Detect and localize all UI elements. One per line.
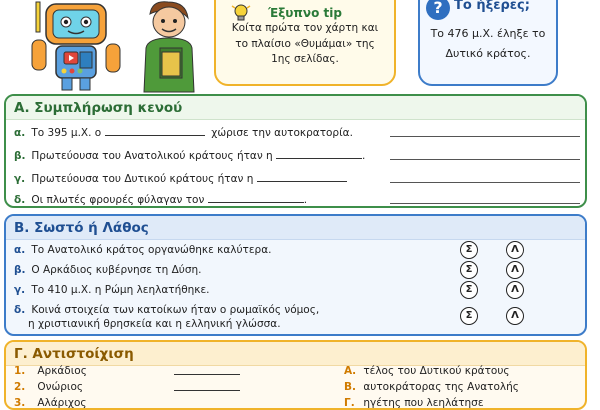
answer-line[interactable] [390,159,580,160]
item-text: Το 395 μ.Χ. ο [31,127,102,139]
item-label: Α. [344,365,357,377]
false-option[interactable]: Λ [506,241,524,259]
item-text: Αλάριχος [37,397,87,409]
item-text: Ονώριος [37,381,84,393]
item-label: 1. [14,365,26,377]
section-true-false [4,214,587,336]
robot-illustration [26,0,126,90]
tip-text: Κοίτα πρώτα τον χάρτη και το πλαίσιο «Θυμάμαι» της 1ης σελίδας. [231,22,379,65]
tip-title: Έξυπνο tip [268,6,342,20]
blank-field[interactable] [208,192,304,203]
item-text: Ο Αρκάδιος κυβέρνησε τη Δύση. [31,264,202,276]
item-text: ηγέτης που λεηλάτησε [363,397,484,409]
item-label: δ. [14,194,26,206]
item-text: η χριστιανική θρησκεία και η ελληνική γλώσσα. [28,318,281,330]
match-left-item [14,380,83,394]
match-right-item [344,380,519,394]
tip-box [214,0,396,86]
item-label: Β. [344,381,356,393]
match-right-item [344,364,510,378]
item-label: β. [14,264,26,276]
item-text: Πρωτεύουσα του Ανατολικού κράτους ήταν η [31,150,273,162]
match-answer-line[interactable] [174,374,240,375]
section-matching [4,340,587,410]
item-label: β. [14,150,26,162]
item-text: Πρωτεύουσα του Δυτικού κράτους ήταν η [31,173,254,185]
answer-line[interactable] [390,136,580,137]
blank-field[interactable] [276,148,362,159]
list-item [14,243,271,257]
answer-line[interactable] [390,182,580,183]
match-left-item [14,364,87,378]
item-label: 2. [14,381,26,393]
true-option[interactable]: Σ [460,241,478,259]
match-right-item [344,396,484,410]
item-label: δ. [14,304,26,316]
item-text: Κοινά στοιχεία των κατοίκων ήταν ο ρωμαϊκός νόμος, [31,304,320,316]
item-label: α. [14,244,26,256]
item-text: τέλος του Δυτικού κράτους [363,365,510,377]
item-label: 3. [14,397,26,409]
item-text: Το 410 μ.Χ. η Ρώμη λεηλατήθηκε. [31,284,210,296]
answer-line[interactable] [390,203,580,204]
section-a-title: Α. Συμπλήρωση κενού [6,96,585,120]
did-you-know-box [418,0,558,86]
blank-field[interactable] [105,125,205,136]
list-item [14,148,365,163]
question-icon: ? [426,0,450,20]
list-item [14,171,347,186]
list-item [14,125,353,140]
item-text: . [362,150,366,162]
list-item [14,192,307,207]
false-option[interactable]: Λ [506,261,524,279]
true-option[interactable]: Σ [460,307,478,325]
item-text: αυτοκράτορας της Ανατολής [363,381,519,393]
list-item [14,283,210,297]
match-answer-line[interactable] [174,390,240,391]
section-fill-in-blank [4,94,587,208]
list-item [14,303,319,317]
item-text: Το Ανατολικό κράτος οργανώθηκε καλύτερα. [31,244,272,256]
item-label: Γ. [344,397,355,409]
student-illustration [132,0,204,92]
section-b-title: Β. Σωστό ή Λάθος [6,216,585,240]
did-you-know-text: Το 476 μ.Χ. έληξε το Δυτικό κράτος. [430,27,546,60]
item-label: γ. [14,284,26,296]
blank-field[interactable] [257,171,347,182]
item-text: Οι πλωτές φρουρές φύλαγαν τον [31,194,205,206]
false-option[interactable]: Λ [506,307,524,325]
item-text: Αρκάδιος [37,365,87,377]
match-left-item [14,396,87,410]
false-option[interactable]: Λ [506,281,524,299]
list-item-continuation [28,317,281,331]
true-option[interactable]: Σ [460,261,478,279]
true-option[interactable]: Σ [460,281,478,299]
item-label: α. [14,127,26,139]
list-item [14,263,202,277]
item-label: γ. [14,173,26,185]
did-you-know-title: Το ήξερες; [454,0,530,13]
section-c-title: Γ. Αντιστοίχιση [6,342,585,366]
item-text: . [303,194,308,206]
item-text: χώρισε την αυτοκρατορία. [211,127,353,139]
